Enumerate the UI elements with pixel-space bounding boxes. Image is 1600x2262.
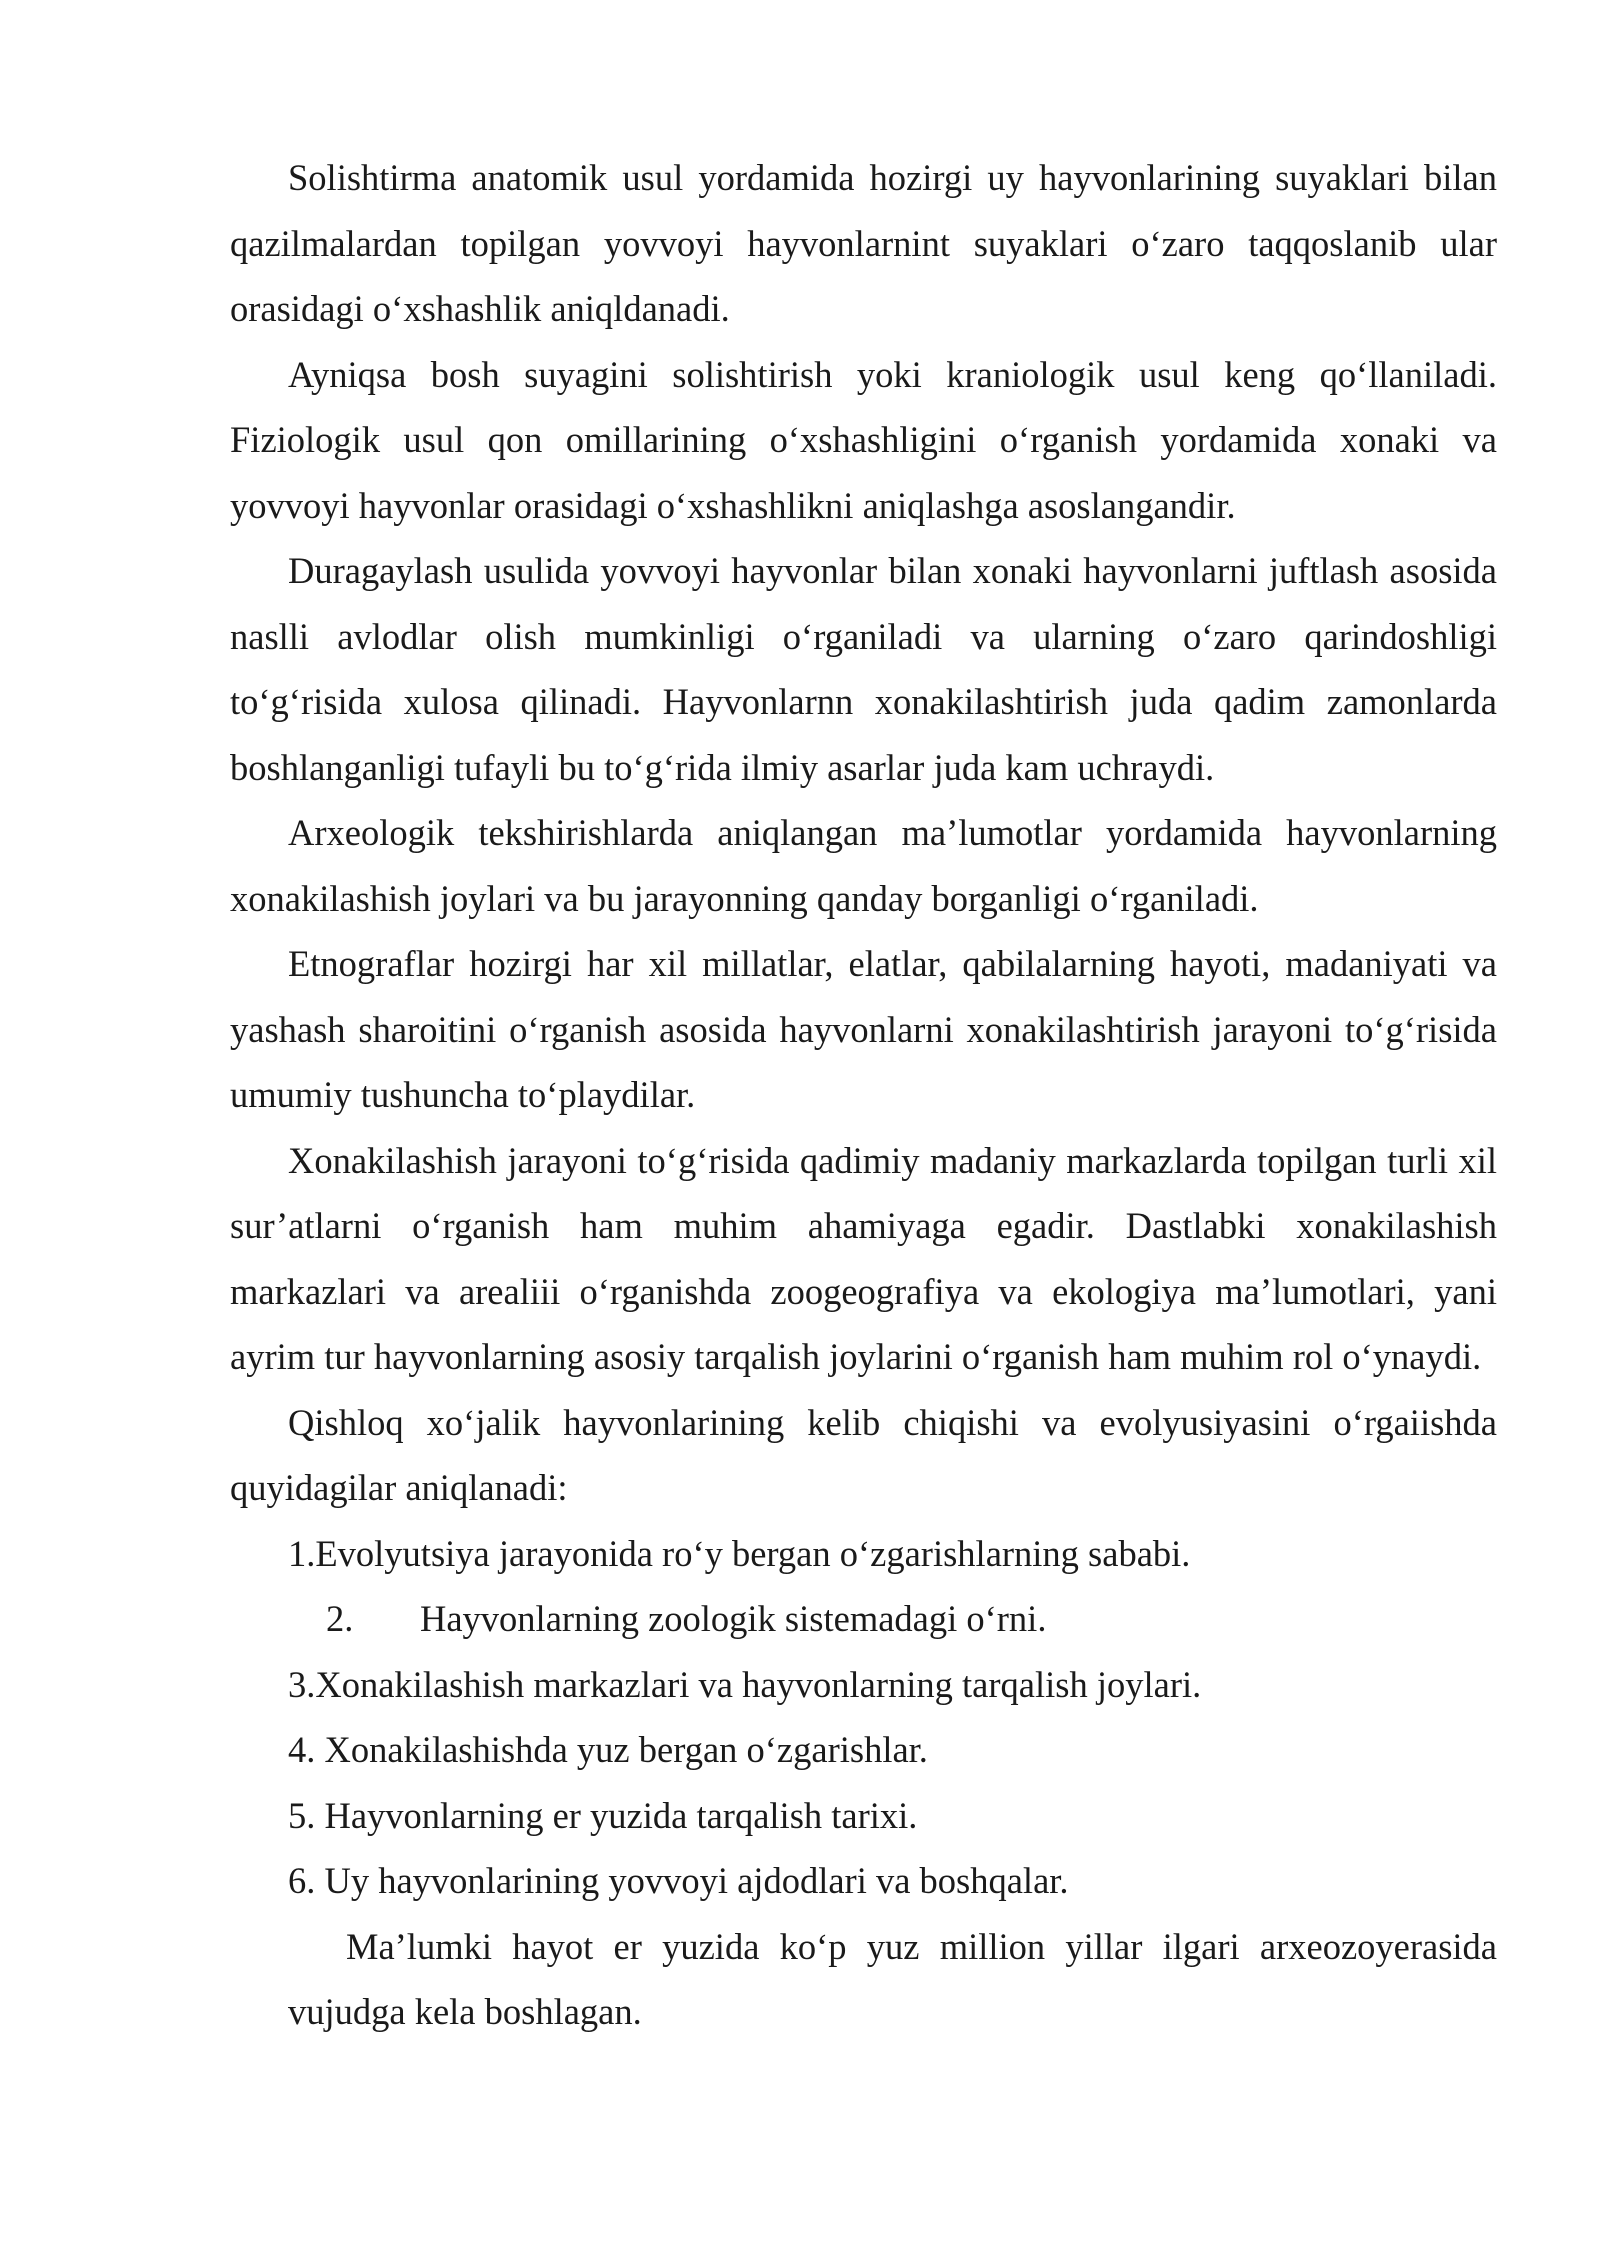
paragraph-anatomic-method: Solishtirma anatomik usul yordamida hozirgi uy hayvonlarining suyaklari bilan qazilmalardan topilgan yovvoyi hayvonlarnint suyaklari o‘zaro taqqoslanib ular orasidagi o‘xshashlik aniqldanadi. bbox=[230, 157, 1497, 329]
list-item bbox=[230, 1586, 1497, 1652]
list-item-text: Hayvonlarning zoologik sistemadagi o‘rni. bbox=[420, 1598, 1047, 1639]
list-item bbox=[230, 1717, 1497, 1783]
list-item-text: Uy hayvonlarining yovvoyi ajdodlari va boshqalar. bbox=[324, 1860, 1069, 1901]
paragraph-list-intro: Qishloq xo‘jalik hayvonlarining kelib chiqishi va evolyusiyasini o‘rgaiishda quyidagilar aniqlanadi: bbox=[230, 1401, 1497, 1508]
paragraph-craniology: Ayniqsa bosh suyagini solishtirish yoki kraniologik usul keng qo‘llaniladi. Fiziologik usul qon omillarining o‘xshashligini o‘rganish yordamida xonaki va yovvoyi hayvonlar orasidagi o‘xshashlikni aniqlashga asoslangandir. bbox=[230, 353, 1497, 526]
list-item-number: 6. bbox=[288, 1860, 316, 1901]
list-item bbox=[230, 1521, 1497, 1587]
paragraph-hybridization: Duragaylash usulida yovvoyi hayvonlar bilan xonaki hayvonlarni juftlash asosida naslli avlodlar olish mumkinligi o‘rganiladi va ularning o‘zaro qarindoshligi to‘g‘risida xulosa qilinadi. Hayvonlarnn xonakilashtirish juda qadim zamonlarda boshlanganligi tufayli bu to‘g‘rida ilmiy asarlar juda kam uchraydi. bbox=[230, 550, 1497, 788]
paragraph-ethnography: Etnograflar hozirgi har xil millatlar, elatlar, qabilalarning hayoti, madaniyati va yashash sharoitini o‘rganish asosida hayvonlarni xonakilashtirish jarayoni to‘g‘risida umumiy tushuncha to‘playdilar. bbox=[230, 943, 1497, 1115]
list-item-number: 3. bbox=[288, 1663, 316, 1705]
list-item-text: Hayvonlarning er yuzida tarqalish tarixi. bbox=[324, 1794, 918, 1836]
list-item-text: Xonakilashish markazlari va hayvonlarning tarqalish joylari. bbox=[315, 1663, 1202, 1705]
list-item bbox=[230, 1783, 1497, 1849]
list-item-number: 4. bbox=[288, 1729, 316, 1770]
paragraph-closing: Ma’lumki hayot er yuzida ko‘p yuz million yillar ilgari arxeozoyerasida vujudga kela boshlagan. bbox=[288, 1925, 1497, 2032]
list-item bbox=[230, 1652, 1497, 1718]
document-body bbox=[230, 145, 1497, 2045]
list-item-number: 1. bbox=[288, 1532, 316, 1574]
list-item bbox=[230, 1848, 1497, 1914]
list-item-number: 2. bbox=[326, 1598, 354, 1639]
list-item-number: 5. bbox=[288, 1794, 316, 1836]
list-item-text: Xonakilashishda yuz bergan o‘zgarishlar. bbox=[324, 1729, 928, 1770]
list-item-text: Evolyutsiya jarayonida ro‘y bergan o‘zgarishlarning sababi. bbox=[315, 1532, 1191, 1574]
paragraph-domestication-centers: Xonakilashish jarayoni to‘g‘risida qadimiy madaniy markazlarda topilgan turli xil sur’atlarni o‘rganish ham muhim ahamiyaga egadir. Dastlabki xonakilashish markazlari va arealiii o‘rganishda zoogeografiya va ekologiya ma’lumotlari, yani ayrim tur hayvonlarning asosiy tarqalish joylarini o‘rganish ham muhim rol o‘ynaydi. bbox=[230, 1139, 1497, 1377]
paragraph-archeology: Arxeologik tekshirishlarda aniqlangan ma’lumotlar yordamida hayvonlarning xonakilashish joylari va bu jarayonning qanday borganligi o‘rganiladi. bbox=[230, 812, 1497, 919]
